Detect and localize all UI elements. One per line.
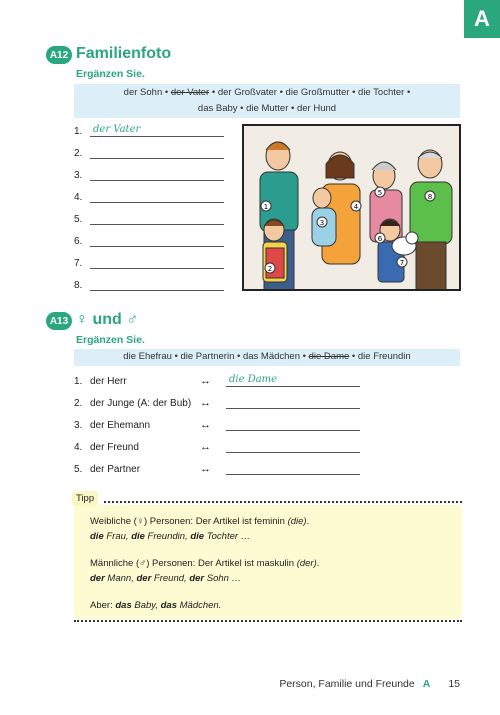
- answer-row: [74, 233, 224, 247]
- tip-article: die: [190, 531, 205, 542]
- tip-text: Mädchen.: [176, 600, 222, 611]
- tip-text-italic: (der): [296, 558, 317, 569]
- item-number: 5.: [74, 464, 83, 475]
- tip-text: .: [316, 558, 320, 569]
- answer-field[interactable]: [90, 146, 224, 159]
- tip-article: der: [136, 573, 152, 584]
- answer-field[interactable]: [90, 278, 224, 291]
- answer-row: [74, 189, 224, 203]
- masculine-word: der Ehemann: [90, 420, 151, 431]
- item-number: 1.: [74, 126, 83, 137]
- instruction-a12: Ergänzen Sie.: [76, 68, 145, 80]
- tip-line-feminine-examples: [90, 531, 250, 542]
- tip-text: Freund,: [151, 573, 190, 584]
- word-sohn: der Sohn: [123, 87, 163, 98]
- tip-line-masculine: [90, 558, 319, 569]
- item-number: 5.: [74, 214, 83, 225]
- masculine-word: der Herr: [90, 376, 127, 387]
- tip-line-neuter: [90, 600, 221, 611]
- figure-number-label: 4: [353, 203, 359, 211]
- pair-row: [74, 395, 360, 409]
- masculine-word: der Partner: [90, 464, 141, 475]
- answer-row: [74, 211, 224, 225]
- double-arrow-icon: ↔: [200, 375, 211, 387]
- tip-bold: das: [115, 600, 132, 611]
- figure-number-label: 2: [267, 265, 273, 273]
- exercise-title-a13: ♀ und ♂: [76, 311, 139, 328]
- answer-row: [74, 145, 224, 159]
- answer-field[interactable]: [226, 418, 360, 431]
- chapter-tab: A: [464, 0, 500, 38]
- double-arrow-icon: ↔: [200, 397, 211, 409]
- family-photo-illustration: [242, 124, 461, 291]
- double-arrow-icon: ↔: [200, 441, 211, 453]
- answer-field[interactable]: [226, 440, 360, 453]
- word-box-line-1: [74, 85, 460, 101]
- item-number: 6.: [74, 236, 83, 247]
- answer-field[interactable]: die Dame: [226, 374, 360, 387]
- tip-text: Freundin,: [144, 531, 191, 542]
- tip-line-masculine-examples: [90, 573, 241, 584]
- page-footer: [279, 678, 460, 690]
- instruction-a13: Ergänzen Sie.: [76, 334, 145, 346]
- tip-article: die: [131, 531, 145, 542]
- figure-number-label: 5: [377, 189, 383, 197]
- item-number: 2.: [74, 398, 83, 409]
- exercise-badge-a13: A13: [46, 312, 72, 330]
- figure-number-label: 8: [427, 193, 433, 201]
- word-box-a13: [74, 349, 460, 366]
- pair-row: [74, 461, 360, 475]
- item-number: 3.: [74, 170, 83, 181]
- tip-text: Mann,: [104, 573, 137, 584]
- tip-text: Tochter …: [204, 531, 251, 542]
- tip-text-italic: (die): [287, 516, 307, 527]
- word-rest: • der Großvater • die Großmutter • die Tochter •: [209, 87, 411, 98]
- answer-row: [74, 255, 224, 269]
- words-before: die Ehefrau • die Partnerin • das Mädchen •: [123, 351, 309, 362]
- tip-label: Tipp: [72, 491, 98, 506]
- word-vater-struck: der Vater: [170, 87, 210, 98]
- answer-row: [74, 277, 224, 291]
- double-arrow-icon: ↔: [200, 463, 211, 475]
- footer-chapter-title: Person, Familie und Freunde: [279, 678, 415, 690]
- answer-field[interactable]: [226, 396, 360, 409]
- answer-field[interactable]: [90, 168, 224, 181]
- word-box-a12: [74, 84, 460, 118]
- tip-article: der: [90, 573, 105, 584]
- masculine-word: der Freund: [90, 442, 139, 453]
- answer-row: [74, 167, 224, 181]
- answer-field[interactable]: der Vater: [90, 124, 224, 137]
- tip-text: Aber:: [90, 600, 116, 611]
- answer-field[interactable]: [226, 462, 360, 475]
- tip-article: der: [189, 573, 205, 584]
- tip-dotted-top: [104, 501, 462, 503]
- figure-number-label: 7: [399, 259, 405, 267]
- exercise-badge-a12: A12: [46, 46, 72, 64]
- answer-field[interactable]: [90, 234, 224, 247]
- exercise-title-a12: Familienfoto: [76, 45, 172, 62]
- item-number: 4.: [74, 442, 83, 453]
- tip-article: die: [90, 531, 104, 542]
- tip-text: Sohn …: [204, 573, 242, 584]
- answer-field[interactable]: [90, 256, 224, 269]
- word-dame-struck: die Dame: [308, 351, 350, 362]
- word-box-line-2: das Baby • die Mutter • der Hund: [197, 103, 337, 114]
- pair-row: [74, 417, 360, 431]
- double-arrow-icon: ↔: [200, 419, 211, 431]
- tip-text: Frau,: [103, 531, 132, 542]
- item-number: 3.: [74, 420, 83, 431]
- tip-text: Weibliche (♀) Personen: Der Artikel ist feminin: [90, 516, 288, 527]
- item-number: 8.: [74, 280, 83, 291]
- tip-text: Männliche (♂) Personen: Der Artikel ist maskulin: [90, 558, 297, 569]
- answer-field[interactable]: [90, 190, 224, 203]
- item-number: 7.: [74, 258, 83, 269]
- item-number: 4.: [74, 192, 83, 203]
- tip-line-feminine: [90, 516, 309, 527]
- page-number: 15: [448, 678, 460, 690]
- figure-number-label: 3: [319, 219, 325, 227]
- answer-field[interactable]: [90, 212, 224, 225]
- masculine-word: der Junge (A: der Bub): [90, 398, 192, 409]
- item-number: 2.: [74, 148, 83, 159]
- words-after: • die Freundin: [349, 351, 411, 362]
- family-drawing: [244, 126, 461, 291]
- tip-text: Baby,: [131, 600, 161, 611]
- answer-row: [74, 123, 224, 137]
- footer-chapter-letter: A: [422, 678, 431, 690]
- word-separator: •: [162, 87, 171, 98]
- figure-number-label: 1: [263, 203, 269, 211]
- item-number: 1.: [74, 376, 83, 387]
- tip-text: .: [306, 516, 310, 527]
- tip-dotted-bottom: [74, 620, 462, 622]
- pair-row: [74, 439, 360, 453]
- pair-row: [74, 373, 360, 387]
- figure-number-label: 6: [377, 235, 383, 243]
- tip-bold: das: [160, 600, 177, 611]
